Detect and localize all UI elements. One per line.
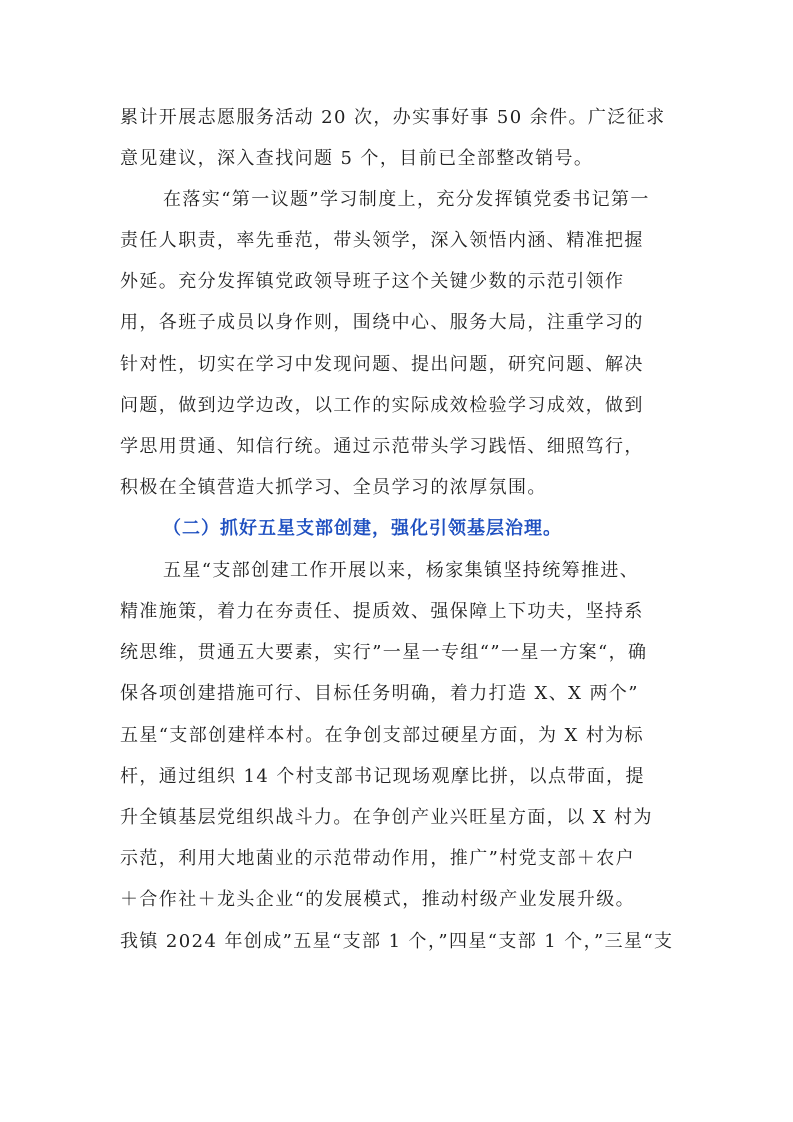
paragraph-line: 五星“支部创建样本村。在争创支部过硬星方面，为 X 村为标 — [120, 725, 645, 746]
paragraph-line: 用，各班子成员以身作则，围绕中心、服务大局，注重学习的 — [120, 312, 644, 333]
section-heading: （二）抓好五星支部创建，强化引领基层治理。 — [163, 518, 562, 539]
paragraph-line: 责任人职责，率先垂范，带头领学，深入领悟内涵、精准把握 — [120, 230, 644, 251]
paragraph-line: 统思维，贯通五大要素，实行”一星一专组“”一星一方案“，确 — [120, 642, 648, 663]
paragraph-line: 杆，通过组织 14 个村支部书记现场观摩比拼，以点带面，提 — [120, 766, 645, 787]
paragraph-line: 升全镇基层党组织战斗力。在争创产业兴旺星方面，以 X 村为 — [120, 807, 653, 828]
paragraph-line: 我镇 2024 年创成”五星“支部 1 个，”四星“支部 1 个，”三星“支 — [120, 931, 674, 952]
paragraph-line: 意见建议，深入查找问题 5 个，目前已全部整改销号。 — [120, 148, 594, 169]
paragraph-line: 外延。充分发挥镇党政领导班子这个关键少数的示范引领作 — [120, 271, 625, 292]
paragraph-first-line: 在落实“第一议题”学习制度上，充分发挥镇党委书记第一 — [163, 189, 650, 210]
paragraph-line: ＋合作社＋龙头企业“的发展模式，推动村级产业发展升级。 — [120, 889, 635, 910]
paragraph-line: 针对性，切实在学习中发现问题、提出问题，研究问题、解决 — [120, 354, 644, 375]
paragraph-line: 积极在全镇营造大抓学习、全员学习的浓厚氛围。 — [120, 477, 547, 498]
paragraph-line: 示范，利用大地菌业的示范带动作用，推广”村党支部＋农户 — [120, 848, 635, 869]
paragraph-line: 学思用贯通、知信行统。通过示范带头学习践悟、细照笃行， — [120, 436, 644, 457]
paragraph-line: 问题，做到边学边改，以工作的实际成效检验学习成效，做到 — [120, 395, 644, 416]
paragraph-first-line: 五星“支部创建工作开展以来，杨家集镇坚持统筹推进、 — [163, 560, 640, 581]
paragraph-line: 精准施策，着力在夯责任、提质效、强保障上下功夫，坚持系 — [120, 601, 644, 622]
paragraph-line: 保各项创建措施可行、目标任务明确，着力打造 X、X 两个” — [120, 683, 639, 704]
paragraph-line: 累计开展志愿服务活动 20 次，办实事好事 50 余件。广泛征求 — [120, 107, 666, 128]
